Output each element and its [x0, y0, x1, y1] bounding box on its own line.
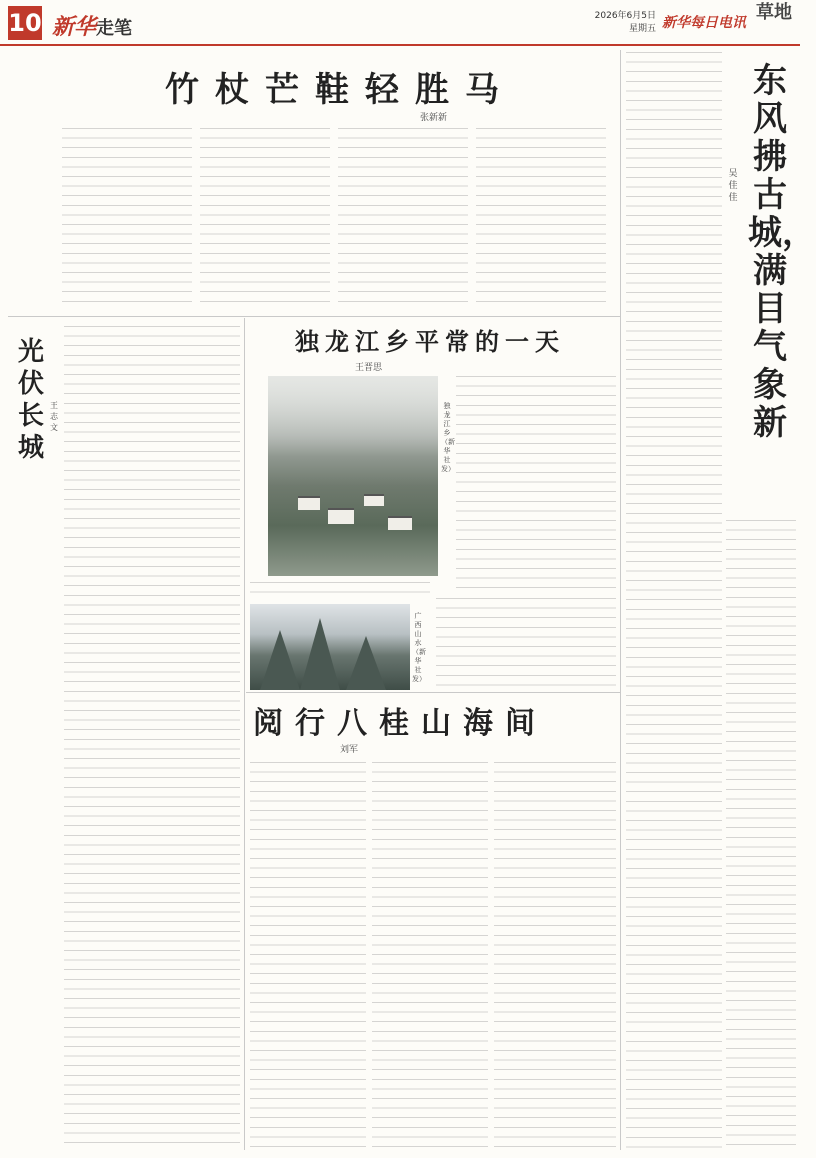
middle-article-title: 独龙江乡平常的一天: [295, 327, 565, 356]
left-article-title: 光伏长城: [18, 337, 45, 463]
column-divider: [244, 318, 245, 1150]
left-article-author: 王志文: [50, 401, 58, 432]
lead-article-title: 竹杖芒鞋轻胜马: [165, 70, 515, 110]
photo-peak: [260, 630, 300, 690]
newspaper-brand: 新华每日电讯: [662, 15, 746, 31]
photo-house: [388, 516, 412, 530]
section-name: 走笔: [96, 18, 133, 39]
middle-article-photo: [268, 376, 438, 576]
middle-article-author: 王晋思: [355, 363, 383, 373]
right-article-body-a: [626, 52, 722, 1152]
middle-article-body-c: [436, 598, 616, 688]
bottom-article-author: 刘军: [340, 745, 359, 755]
divider: [8, 316, 620, 317]
left-article-body: [64, 326, 240, 1150]
lead-article-column-3: [338, 128, 468, 310]
photo-house: [328, 508, 354, 524]
right-article-author: 吴佳佳: [728, 169, 738, 203]
section-logo: [52, 10, 132, 41]
issue-weekday: 星期五: [628, 24, 656, 34]
bottom-article-photo: [250, 604, 410, 690]
right-article-title: 东风拂古城，满目气象新: [748, 61, 816, 443]
issue-date: 2026年6月5日: [594, 11, 656, 21]
column-divider: [620, 50, 621, 1150]
right-article-body-b: [726, 520, 796, 1150]
photo-house: [298, 496, 320, 510]
lead-article-author: 张新新: [420, 113, 448, 123]
column-mark: 草地: [756, 2, 792, 23]
photo-house: [364, 494, 384, 506]
page-header: [0, 0, 800, 46]
page-number: 10: [8, 6, 42, 40]
issue-date-block: [578, 10, 656, 36]
middle-article-photo-caption: 独龙江乡（新华社发）: [441, 402, 455, 473]
middle-article-body-b: [250, 582, 430, 600]
bottom-article-body-1: [250, 762, 366, 1150]
photo-peak: [300, 618, 340, 690]
lead-article-column-1: [62, 128, 192, 310]
bottom-article-body-3: [494, 762, 616, 1150]
divider: [246, 692, 620, 693]
bottom-article-photo-caption: 广西山水（新华社发）: [412, 612, 426, 683]
bottom-article-body-2: [372, 762, 488, 1150]
bottom-article-title: 阅行八桂山海间: [253, 706, 547, 741]
photo-mist: [268, 376, 438, 456]
middle-article-body-a: [456, 376, 616, 596]
section-logo-text: 新华: [52, 14, 97, 40]
lead-article-column-2: [200, 128, 330, 310]
lead-article-column-4: [476, 128, 606, 310]
photo-peak: [346, 636, 386, 690]
